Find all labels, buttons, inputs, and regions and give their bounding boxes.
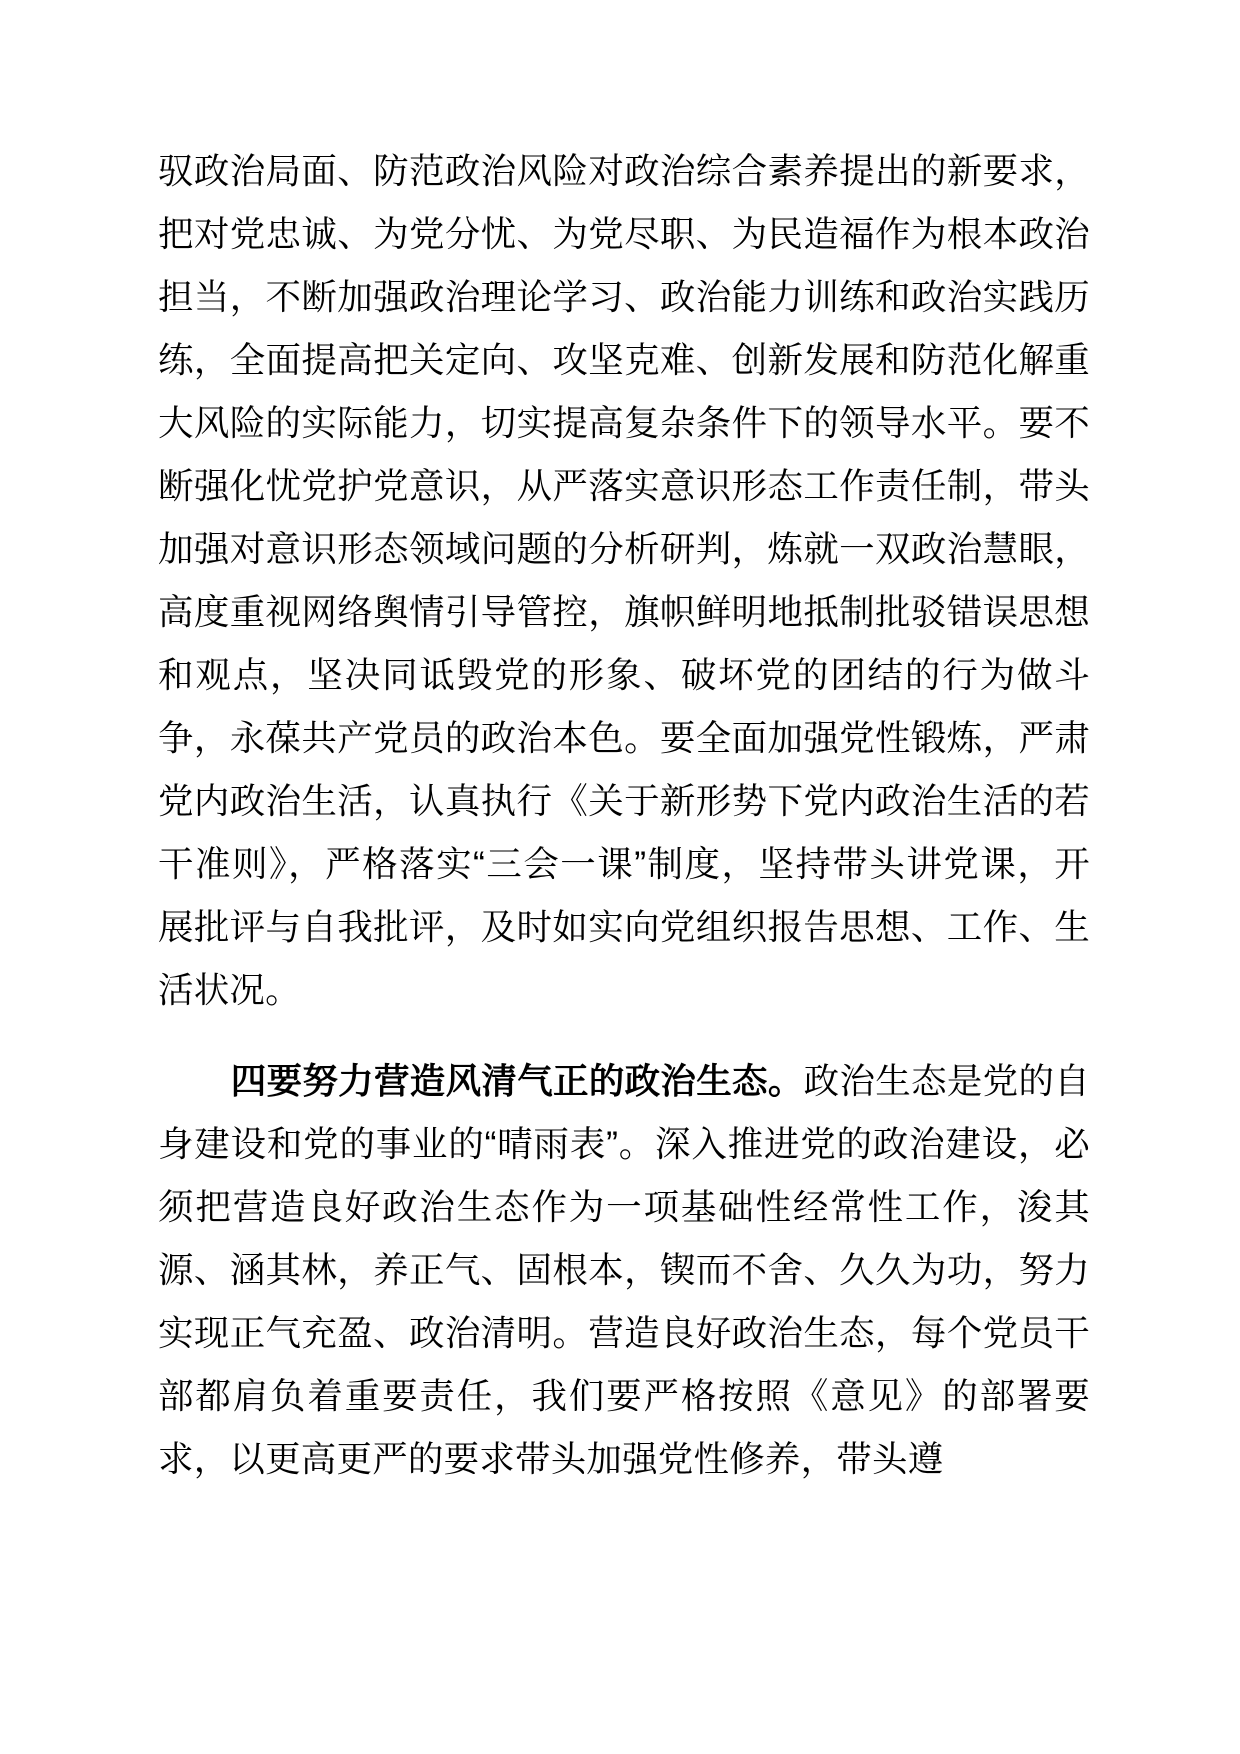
paragraph-section-four-text: 政治生态是党的自身建设和党的事业的“晴雨表”。深入推进党的政治建设，必须把营造良好政治生态作为一项基础性经常性工作，浚其源、涵其林，养正气、固根本，锲而不舍、久久为功，努力实现正气充盈、政治清明。营造良好政治生态，每个党员干部都肩负着重要责任，我们要严格按照《意见》的部署要求，以更高更严的要求带头加强党性修养，带头遵 [158, 1061, 1090, 1479]
paragraph-continued [158, 140, 1090, 1022]
document-body [158, 140, 1090, 1491]
paragraph-section-four-lead: 四要努力营造风清气正的政治生态。 [230, 1061, 804, 1101]
paragraph-section-four [158, 1050, 1090, 1491]
paragraph-continued-text: 驭政治局面、防范政治风险对政治综合素养提出的新要求，把对党忠诚、为党分忧、为党尽职、为民造福作为根本政治担当，不断加强政治理论学习、政治能力训练和政治实践历练，全面提高把关定向、攻坚克难、创新发展和防范化解重大风险的实际能力，切实提高复杂条件下的领导水平。要不断强化忧党护党意识，从严落实意识形态工作责任制，带头加强对意识形态领域问题的分析研判，炼就一双政治慧眼，高度重视网络舆情引导管控，旗帜鲜明地抵制批驳错误思想和观点，坚决同诋毁党的形象、破坏党的团结的行为做斗争，永葆共产党员的政治本色。要全面加强党性锻炼，严肃党内政治生活，认真执行《关于新形势下党内政治生活的若干准则》，严格落实“三会一课”制度，坚持带头讲党课，开展批评与自我批评，及时如实向党组织报告思想、工作、生活状况。 [158, 151, 1090, 1010]
